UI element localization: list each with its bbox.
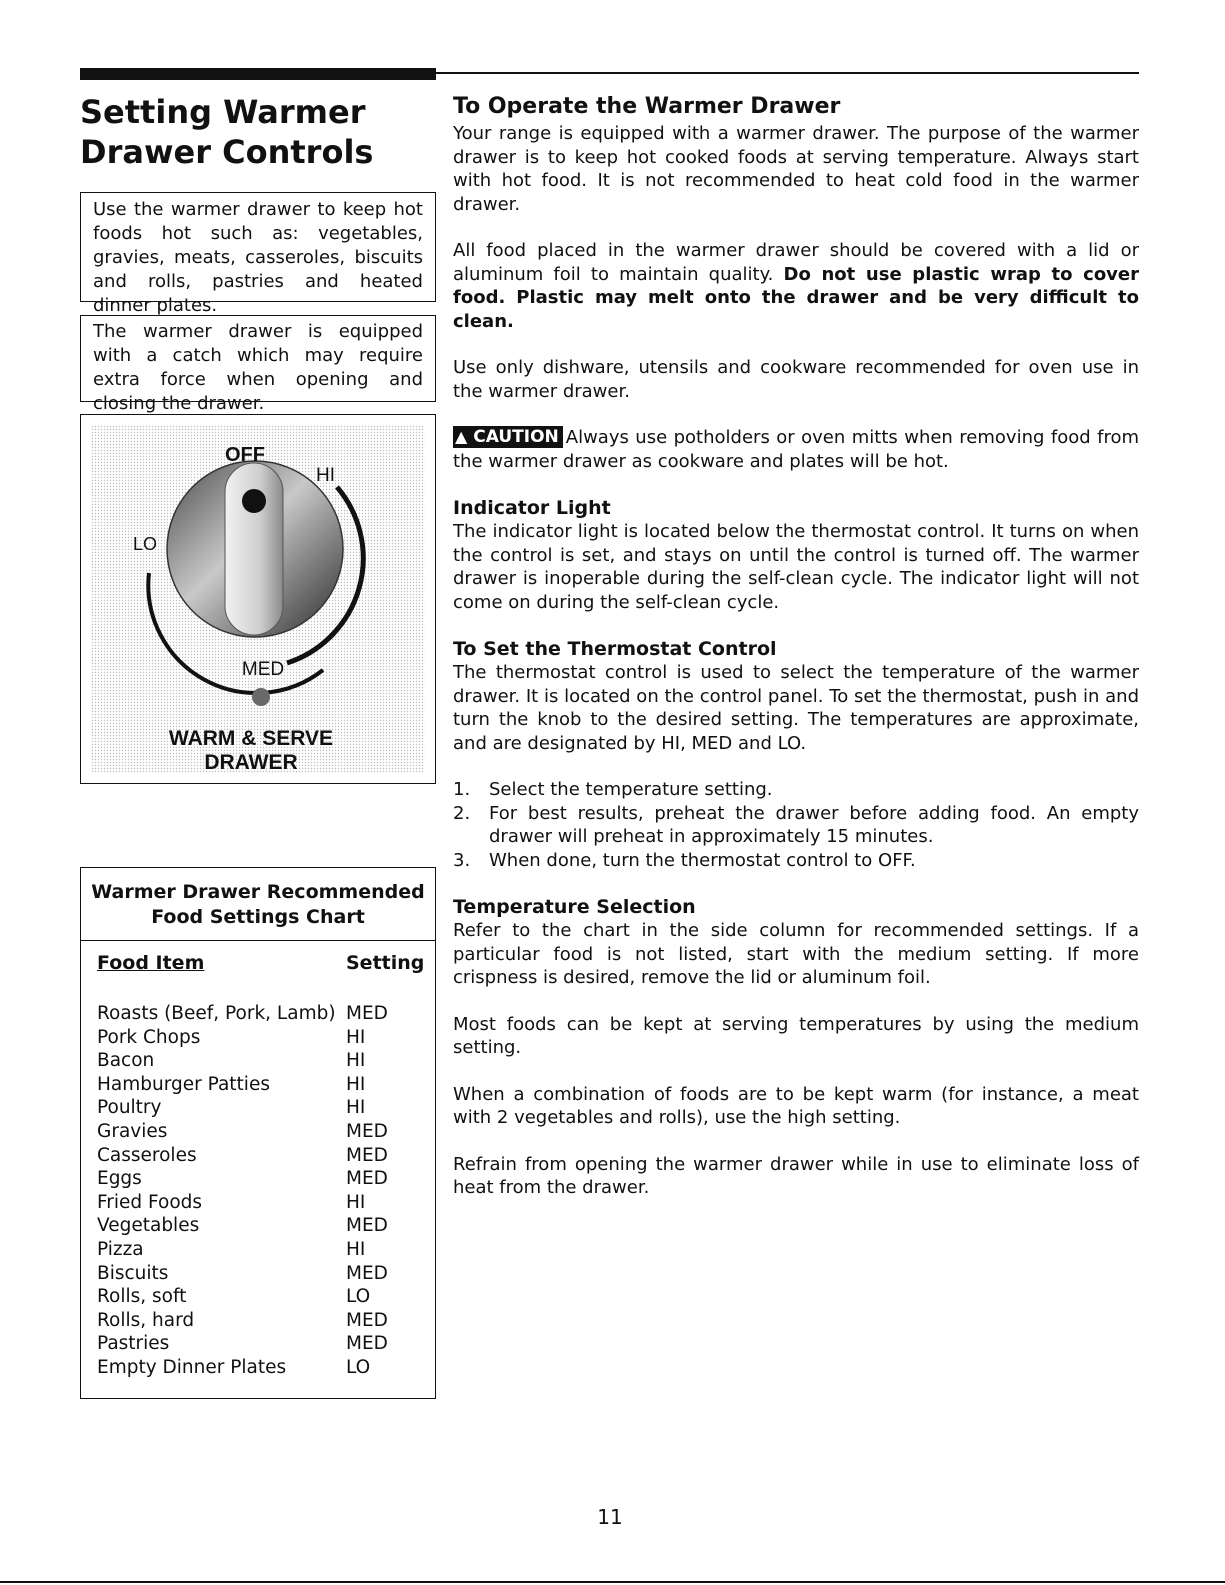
dial-label-hi: HI [316, 465, 335, 486]
instructions-column [453, 92, 1139, 1200]
usage-note-box [80, 192, 436, 316]
page-number: 11 [597, 1505, 623, 1529]
table-row [97, 1238, 427, 1262]
temperature-heading: Temperature Selection [453, 896, 696, 918]
chart-divider [81, 940, 435, 941]
setting-cell: MED [346, 1309, 388, 1331]
temperature-paragraph-3: When a combination of foods are to be kept warm (for instance, a meat with 2 vegetables and rolls), use the high setting. [453, 1083, 1139, 1128]
indicator-light-icon [252, 688, 270, 706]
food-settings-chart [80, 867, 436, 1399]
indicator-text: The indicator light is located below the thermostat control. It turns on when the control is set, and stays on until the control is turned off. The warmer drawer is inoperable during the self-clean cycle. The indicator light will not come on during the self-clean cycle. [453, 521, 1139, 613]
step-number: 3. [453, 849, 471, 871]
chart-header-row [97, 952, 427, 974]
food-item-cell: Fried Foods [97, 1191, 203, 1213]
operate-paragraph-1: Your range is equipped with a warmer drawer. The purpose of the warmer drawer is to keep hot cooked foods at serving temperature. Always start with hot food. It is not recommended to heat cold food in the warmer drawer. [453, 123, 1139, 215]
step-item [453, 778, 1139, 802]
header-rule-thin [436, 72, 1139, 74]
food-item-cell: Casseroles [97, 1144, 197, 1166]
chart-title-line2: Food Settings Chart [151, 906, 365, 928]
catch-note-box [80, 315, 436, 414]
setting-cell: MED [346, 1333, 388, 1355]
page-bottom-rule [0, 1581, 1225, 1583]
operate-paragraph-3: Use only dishware, utensils and cookware recommended for oven use in the warmer drawer. [453, 357, 1139, 402]
step-text: Select the temperature setting. [489, 779, 773, 800]
chart-col-food: Food Item [97, 952, 205, 974]
food-item-cell: Pastries [97, 1333, 170, 1355]
food-item-cell: Pizza [97, 1238, 144, 1260]
chart-col-setting: Setting [346, 952, 425, 974]
page-title-line1: Setting Warmer [80, 93, 366, 131]
thermostat-dial-graphic [91, 425, 425, 773]
food-item-cell: Pork Chops [97, 1026, 201, 1048]
temperature-paragraph-2: Most foods can be kept at serving temperatures by using the medium setting. [453, 1013, 1139, 1058]
caution-label: CAUTION [473, 427, 559, 447]
setting-cell: HI [346, 1238, 366, 1260]
dial-pointer-dot [242, 489, 266, 513]
table-row [97, 1096, 427, 1120]
catch-note-text: The warmer drawer is equipped with a catch which may require extra force when opening and closing the drawer. [93, 321, 423, 414]
temperature-paragraph-4: Refrain from opening the warmer drawer while in use to eliminate loss of heat from the drawer. [453, 1153, 1139, 1198]
setting-cell: MED [346, 1120, 388, 1142]
setting-cell: HI [346, 1050, 366, 1072]
page-title-line2: Drawer Controls [80, 133, 374, 171]
dial-label-off: OFF [225, 444, 265, 466]
step-item [453, 849, 1139, 873]
operate-heading: To Operate the Warmer Drawer [453, 94, 841, 119]
dial-label-med: MED [241, 659, 285, 680]
usage-note-text: Use the warmer drawer to keep hot foods hot such as: vegetables, gravies, meats, casseroles, biscuits and rolls, pastries and heated dinner plates. [93, 199, 423, 316]
page-title [80, 92, 430, 172]
setting-cell: MED [346, 1215, 388, 1237]
table-row [97, 1073, 427, 1097]
table-row [97, 1049, 427, 1073]
thermostat-heading: To Set the Thermostat Control [453, 638, 777, 660]
setting-cell: LO [346, 1286, 371, 1308]
table-row [97, 1002, 427, 1026]
dial-caption-line2: DRAWER [204, 751, 298, 773]
setting-cell: MED [346, 1262, 388, 1284]
food-item-cell: Vegetables [97, 1215, 200, 1237]
food-item-cell: Gravies [97, 1120, 168, 1142]
setting-cell: HI [346, 1073, 366, 1095]
step-item [453, 802, 1139, 849]
table-row [97, 1026, 427, 1050]
food-item-cell: Roasts (Beef, Pork, Lamb) [97, 1003, 336, 1024]
table-row [97, 1262, 427, 1286]
table-row [97, 1356, 427, 1380]
food-item-cell: Rolls, hard [97, 1309, 195, 1331]
step-number: 2. [453, 802, 471, 824]
food-item-cell: Poultry [97, 1097, 162, 1119]
caution-text: Always use potholders or oven mitts when removing food from the warmer drawer as cookware and plates will be hot. [453, 427, 1139, 472]
step-number: 1. [453, 779, 471, 800]
setting-cell: HI [346, 1097, 366, 1119]
operate-paragraph-2 [453, 239, 1139, 333]
dial-caption-line1: WARM & SERVE [168, 727, 334, 750]
setting-cell: MED [346, 1144, 388, 1166]
warning-triangle-icon: ▲ [455, 427, 468, 446]
thermostat-text: The thermostat control is used to select the temperature of the warmer drawer. It is located on the control panel. To set the thermostat, push in and turn the knob to the desired setting. The temperatures are approximate, and are designated by HI, MED and LO. [453, 662, 1139, 754]
table-row [97, 1144, 427, 1168]
dial-illustration [80, 414, 436, 784]
operate-paragraph-2-plain: All food placed in the warmer drawer should be covered with a lid or aluminum foil to maintain quality. [453, 240, 1139, 285]
food-item-cell: Eggs [97, 1168, 142, 1190]
table-row [97, 1120, 427, 1144]
header-rule-thick [80, 68, 436, 80]
chart-title-line1: Warmer Drawer Recommended [91, 881, 425, 903]
dial-label-lo: LO [133, 534, 158, 554]
thermostat-steps [453, 778, 1139, 872]
table-row [97, 1167, 427, 1191]
table-row [97, 1285, 427, 1309]
setting-cell: LO [346, 1356, 371, 1378]
setting-cell: MED [346, 1168, 388, 1190]
setting-cell: HI [346, 1191, 366, 1213]
setting-cell: MED [346, 1003, 388, 1024]
food-item-cell: Biscuits [97, 1262, 169, 1284]
caution-badge [453, 426, 563, 448]
food-item-cell: Empty Dinner Plates [97, 1356, 287, 1378]
chart-title [81, 880, 435, 930]
food-item-cell: Rolls, soft [97, 1286, 187, 1308]
caution-paragraph [453, 426, 1139, 473]
table-row [97, 1214, 427, 1238]
setting-cell: HI [346, 1026, 366, 1048]
chart-rows [97, 1002, 427, 1380]
temperature-paragraph-1: Refer to the chart in the side column for recommended settings. If a particular food is not listed, start with the medium setting. If more crispness is desired, remove the lid or aluminum foil. [453, 920, 1139, 988]
step-text: For best results, preheat the drawer before adding food. An empty drawer will preheat in approximately 15 minutes. [489, 802, 1139, 847]
table-row [97, 1332, 427, 1356]
dial-knob-grip [225, 463, 283, 635]
indicator-heading: Indicator Light [453, 497, 611, 519]
food-item-cell: Bacon [97, 1050, 155, 1072]
table-row [97, 1191, 427, 1215]
operate-paragraph-2-warning: Do not use plastic wrap to cover food. Plastic may melt onto the drawer and be very difficult to clean. [453, 263, 1140, 332]
table-row [97, 1309, 427, 1333]
step-text: When done, turn the thermostat control to OFF. [489, 849, 916, 871]
food-item-cell: Hamburger Patties [97, 1073, 270, 1095]
